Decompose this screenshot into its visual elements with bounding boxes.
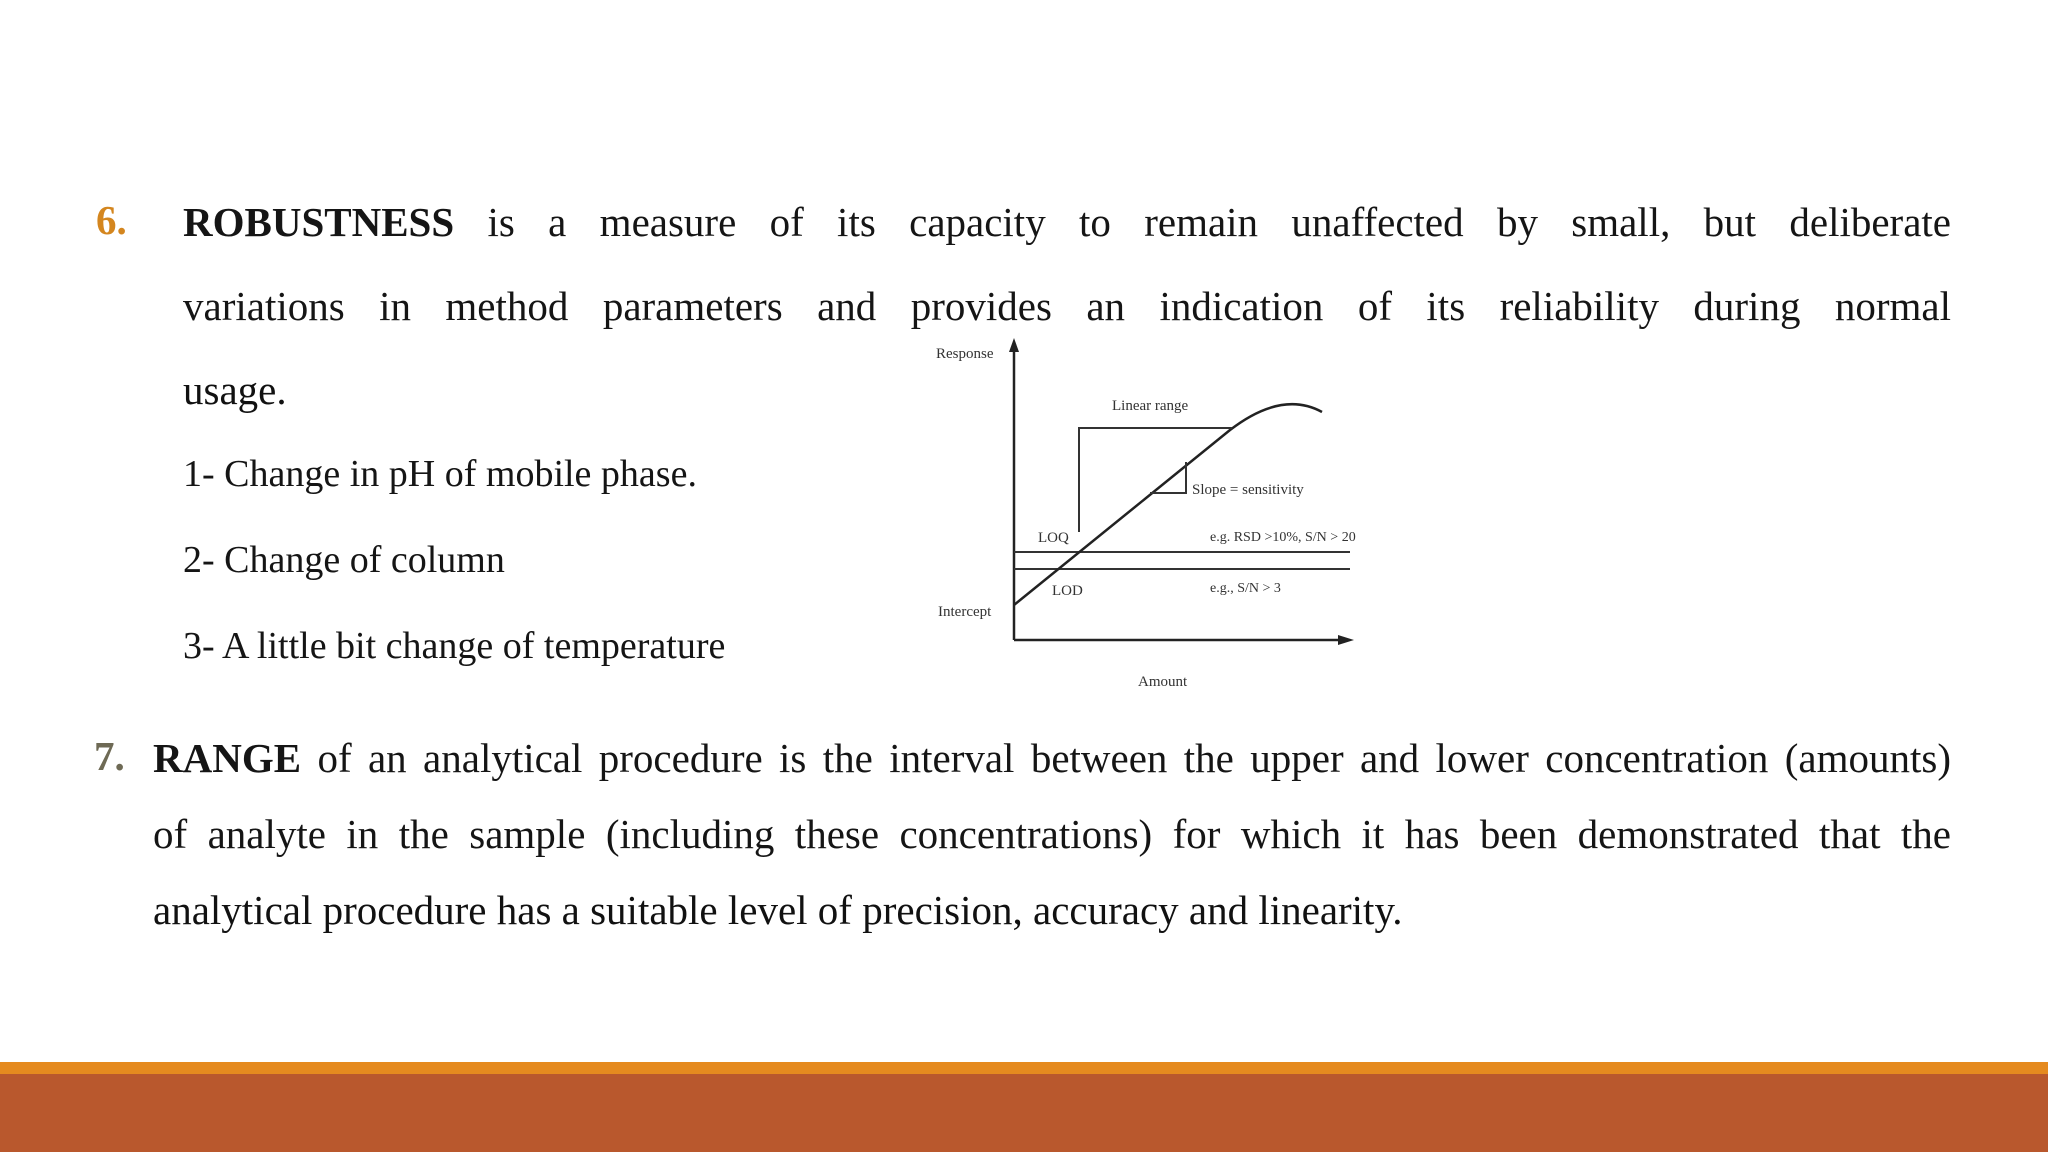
- section-6-number: 6.: [96, 197, 127, 243]
- slope-triangle: [1150, 462, 1186, 493]
- footer-accent-bar: [0, 1062, 2048, 1074]
- section-6-line-2: variations in method parameters and provides an indication of its reliability during normal: [183, 283, 1951, 329]
- linearity-diagram: [922, 330, 1362, 700]
- section-6-line-1-text: is a measure of its capacity to remain unaffected by small, but deliberate: [454, 199, 1951, 245]
- section-7-line-1-text: of an analytical procedure is the interval between the upper and lower concentration (amounts): [301, 735, 1951, 781]
- x-axis-arrow: [1338, 635, 1354, 645]
- linear-range-label: Linear range: [1112, 398, 1189, 414]
- lod-criterion-label: e.g., S/N > 3: [1210, 581, 1281, 596]
- linear-range-bracket: [1079, 428, 1232, 532]
- x-axis-label: Amount: [1138, 674, 1188, 690]
- section-7-label: RANGE: [153, 735, 302, 781]
- intercept-label: Intercept: [938, 604, 992, 620]
- section-6-label: ROBUSTNESS: [183, 199, 455, 245]
- list-item: 2- Change of column: [183, 539, 505, 581]
- lod-label: LOD: [1052, 583, 1083, 599]
- section-6-line-3: usage.: [183, 367, 287, 413]
- y-axis-label: Response: [936, 346, 994, 362]
- y-axis-arrow: [1009, 338, 1019, 352]
- section-7-line-2: of analyte in the sample (including these concentrations) for which it has been demonstrated that the: [153, 811, 1951, 857]
- loq-criterion-label: e.g. RSD >10%, S/N > 20: [1210, 530, 1356, 545]
- footer-bar: [0, 1074, 2048, 1152]
- section-6-line-1: [183, 180, 1951, 264]
- loq-label: LOQ: [1038, 530, 1069, 546]
- linearity-diagram-svg: [922, 330, 1362, 700]
- list-item: 3- A little bit change of temperature: [183, 625, 726, 667]
- list-item: 1- Change in pH of mobile phase.: [183, 453, 697, 495]
- section-7-line-1: [153, 716, 1951, 800]
- slope-label: Slope = sensitivity: [1192, 482, 1304, 498]
- section-7-number: 7.: [94, 733, 125, 779]
- section-7-line-3: analytical procedure has a suitable level of precision, accuracy and linearity.: [153, 887, 1403, 933]
- response-curve: [1014, 404, 1322, 605]
